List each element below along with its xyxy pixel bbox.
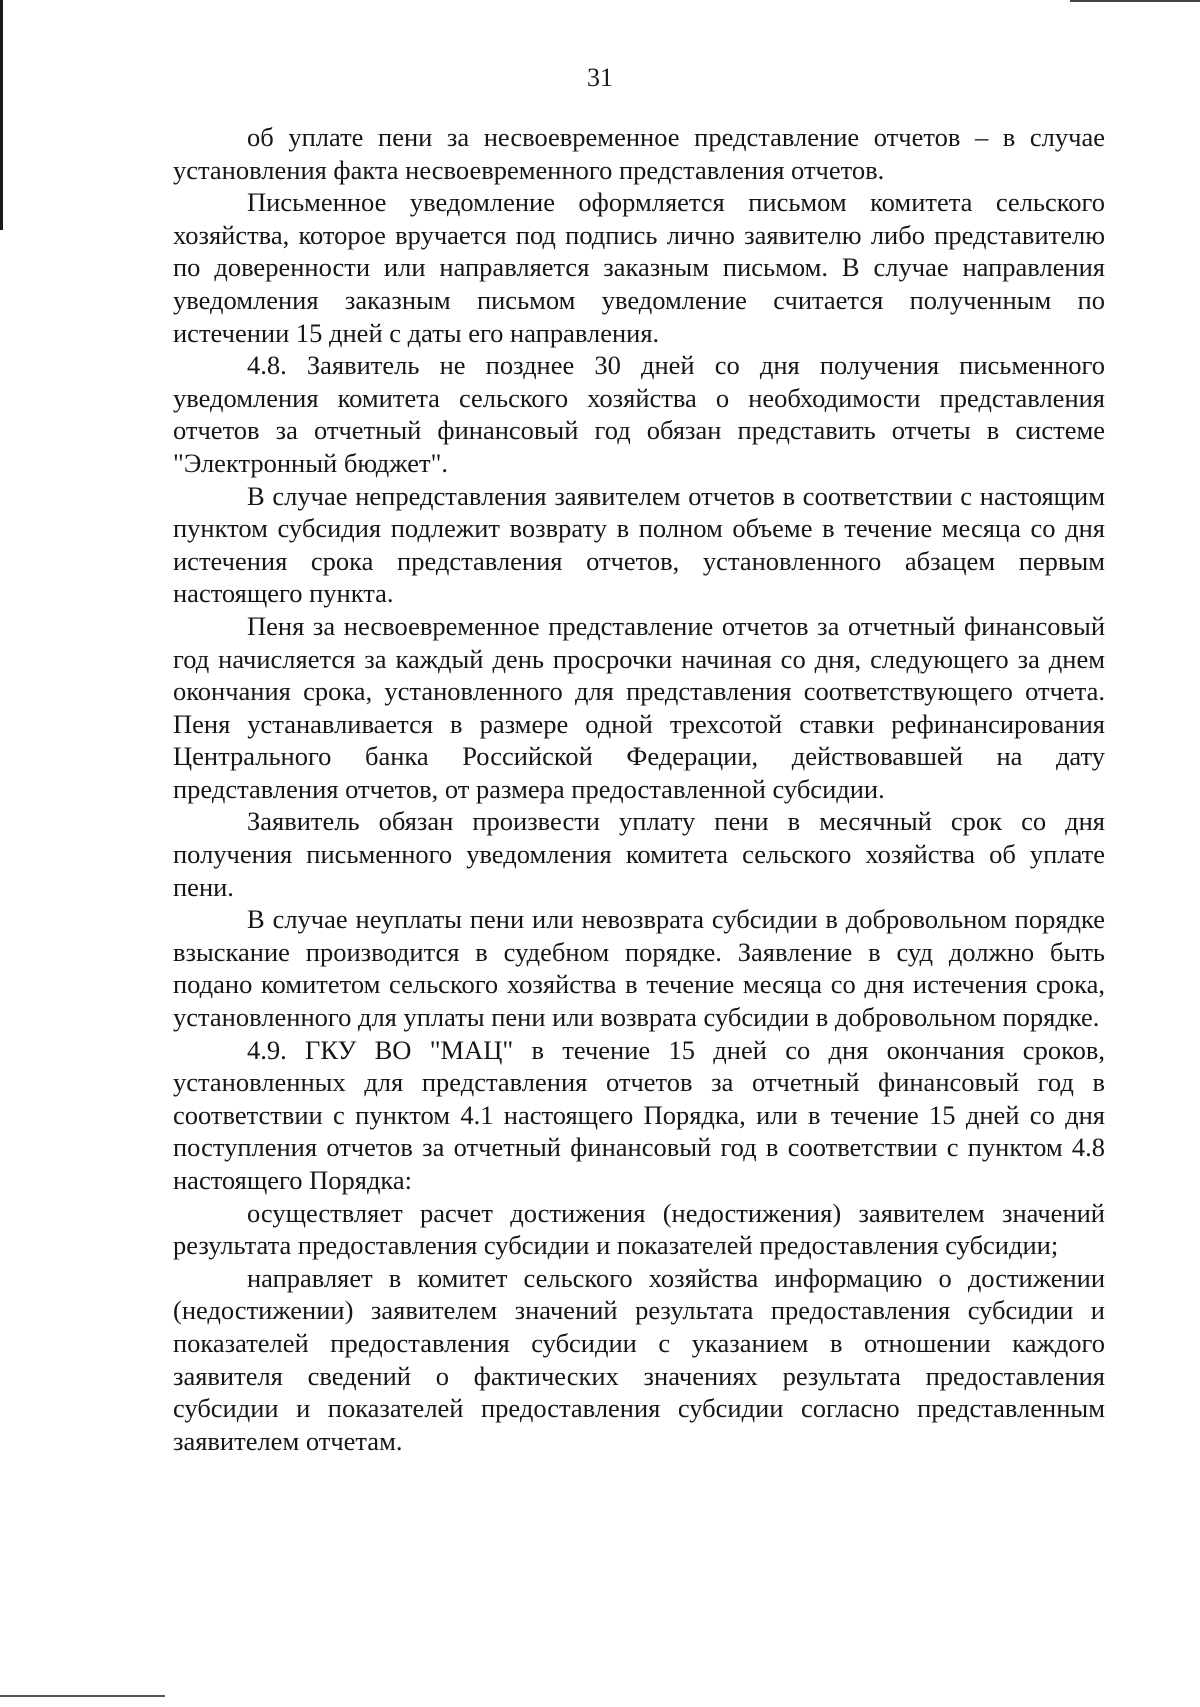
document-body [173,121,1105,1457]
paragraph: об уплате пени за несвоевременное представление отчетов – в случае установления факта несвоевременного представления отчетов. [173,122,1105,185]
paragraph: Заявитель обязан произвести уплату пени в месячный срок со дня получения письменного уведомления комитета сельского хозяйства об уплате пени. [173,806,1105,902]
page-number: 31 [587,63,613,92]
paragraph: Пеня за несвоевременное представление отчетов за отчетный финансовый год начисляется за каждый день просрочки начиная со дня, следующего за днем окончания срока, установленного для представления соответствующего отчета. Пеня устанавливается в размере одной трехсотой ставки рефинансирования Центрального банка Российской Федерации, действовавшей на дату представления отчетов, от размера предоставленной субсидии. [173,610,1105,804]
paragraph: 4.9. ГКУ ВО "МАЦ" в течение 15 дней со дня окончания сроков, установленных для представления отчетов за отчетный финансовый год в соответствии с пунктом 4.1 настоящего Порядка, или в течение 15 дней со дня поступления отчетов за отчетный финансовый год в соответствии с пунктом 4.8 настоящего Порядка: [173,1034,1105,1195]
paragraph: В случае неуплаты пени или невозврата субсидии в добровольном порядке взыскание производится в судебном порядке. Заявление в суд должно быть подано комитетом сельского хозяйства в течение месяца со дня истечения срока, установленного для уплаты пени или возврата субсидии в добровольном порядке. [173,904,1105,1033]
paragraph: направляет в комитет сельского хозяйства информацию о достижении (недостижении) заявителем значений результата предоставления субсидии и показателей предоставления субсидии с указанием в отношении каждого заявителя сведений о фактических значениях результата предоставления субсидии и показателей предоставления субсидии согласно представленным заявителем отчетам. [173,1262,1105,1456]
scan-edge-mark-left [0,0,3,230]
scan-edge-mark-top [1070,0,1200,2]
scan-edge-mark-bottom [0,1695,165,1697]
paragraph: В случае непредставления заявителем отчетов в соответствии с настоящим пунктом субсидия подлежит возврату в полном объеме в течение месяца со дня истечения срока представления отчетов, установленного абзацем первым настоящего пункта. [173,480,1105,609]
paragraph: Письменное уведомление оформляется письмом комитета сельского хозяйства, которое вручается под подпись лично заявителю либо представителю по доверенности или направляется заказным письмом. В случае направления уведомления заказным письмом уведомление считается полученным по истечении 15 дней с даты его направления. [173,187,1105,348]
paragraph: осуществляет расчет достижения (недостижения) заявителем значений результата предоставления субсидии и показателей предоставления субсидии; [173,1197,1105,1261]
paragraph: 4.8. Заявитель не позднее 30 дней со дня получения письменного уведомления комитета сельского хозяйства о необходимости представления отчетов за отчетный финансовый год обязан представить отчеты в системе "Электронный бюджет". [173,350,1105,478]
